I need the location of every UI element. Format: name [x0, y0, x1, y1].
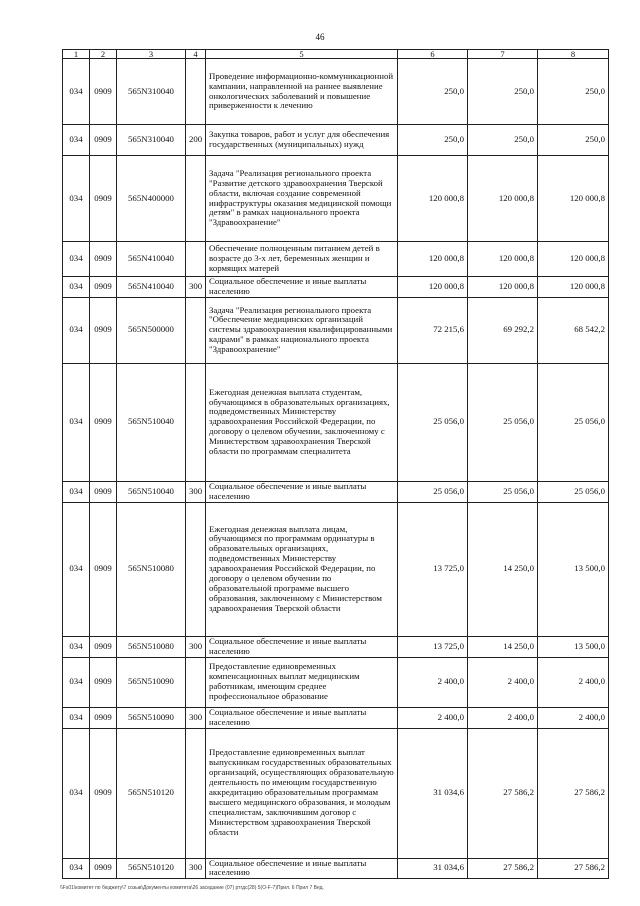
amount-year1-cell: 120 000,8 [398, 277, 468, 298]
target-article-cell: 565N510090 [117, 707, 186, 728]
table-row [63, 297, 609, 363]
amount-year2-cell: 14 250,0 [468, 502, 538, 636]
amount-year3-cell: 120 000,8 [538, 242, 609, 277]
amount-year2-cell: 120 000,8 [468, 156, 538, 242]
amount-year2-cell: 250,0 [468, 59, 538, 125]
amount-year1-cell: 2 400,0 [398, 657, 468, 707]
grantor-code-cell: 034 [63, 242, 90, 277]
budget-table [62, 49, 609, 879]
page-number: 46 [315, 32, 325, 42]
description-cell: Ежегодная денежная выплата лицам, обучающимся по программам ординатуры в образовательных организациях, подведомственных Министерству здравоохранения Российской Федерации, по договору о целевом обучении по образовательной программе высшего образования, заключенному с Министерством здравоохранения Тверской области [206, 502, 398, 636]
target-article-cell: 565N410040 [117, 242, 186, 277]
amount-year1-cell: 72 215,6 [398, 297, 468, 363]
section-code-cell: 0909 [90, 363, 117, 481]
expense-type-cell [186, 156, 206, 242]
table-row [63, 728, 609, 858]
col-header: 1 [63, 50, 90, 59]
amount-year3-cell: 13 500,0 [538, 502, 609, 636]
target-article-cell: 565N410040 [117, 277, 186, 298]
description-cell: Социальное обеспечение и иные выплаты населению [206, 707, 398, 728]
amount-year3-cell: 2 400,0 [538, 657, 609, 707]
amount-year1-cell: 13 725,0 [398, 502, 468, 636]
amount-year2-cell: 2 400,0 [468, 657, 538, 707]
description-cell: Предоставление единовременных компенсационных выплат медицинским работникам, имеющим среднее профессиональное образование [206, 657, 398, 707]
target-article-cell: 565N310040 [117, 125, 186, 156]
section-code-cell: 0909 [90, 657, 117, 707]
amount-year1-cell: 25 056,0 [398, 363, 468, 481]
grantor-code-cell: 034 [63, 657, 90, 707]
header-row [63, 50, 609, 59]
amount-year2-cell: 120 000,8 [468, 242, 538, 277]
expense-type-cell [186, 242, 206, 277]
expense-type-cell: 200 [186, 125, 206, 156]
description-cell: Социальное обеспечение и иные выплаты населению [206, 277, 398, 298]
expense-type-cell: 300 [186, 707, 206, 728]
amount-year1-cell: 13 725,0 [398, 636, 468, 657]
grantor-code-cell: 034 [63, 858, 90, 879]
section-code-cell: 0909 [90, 242, 117, 277]
table-row [63, 657, 609, 707]
amount-year3-cell: 120 000,8 [538, 156, 609, 242]
amount-year1-cell: 250,0 [398, 59, 468, 125]
amount-year3-cell: 27 586,2 [538, 728, 609, 858]
table-row [63, 277, 609, 298]
amount-year3-cell: 25 056,0 [538, 481, 609, 502]
amount-year1-cell: 250,0 [398, 125, 468, 156]
target-article-cell: 565N510120 [117, 728, 186, 858]
target-article-cell: 565N510080 [117, 502, 186, 636]
amount-year1-cell: 25 056,0 [398, 481, 468, 502]
grantor-code-cell: 034 [63, 707, 90, 728]
description-cell: Обеспечение полноценным питанием детей в возрасте до 3-х лет, беременных женщин и кормящих матерей [206, 242, 398, 277]
col-header: 8 [538, 50, 609, 59]
grantor-code-cell: 034 [63, 125, 90, 156]
target-article-cell: 565N500000 [117, 297, 186, 363]
expense-type-cell [186, 728, 206, 858]
target-article-cell: 565N310040 [117, 59, 186, 125]
description-cell: Задача "Реализация регионального проекта "Развитие детского здравоохранения Тверской области, включая создание современной инфраструктуры оказания медицинской помощи детям" в рамках национального проекта "Здравоохранение" [206, 156, 398, 242]
table-row [63, 502, 609, 636]
amount-year3-cell: 250,0 [538, 59, 609, 125]
table-row [63, 707, 609, 728]
target-article-cell: 565N510080 [117, 636, 186, 657]
table-row [63, 156, 609, 242]
amount-year2-cell: 25 056,0 [468, 481, 538, 502]
amount-year1-cell: 31 034,6 [398, 858, 468, 879]
grantor-code-cell: 034 [63, 363, 90, 481]
target-article-cell: 565N400000 [117, 156, 186, 242]
table-row [63, 636, 609, 657]
description-cell: Проведение информационно-коммуникационной кампании, направленной на раннее выявление онкологических заболеваний и повышение приверженности к лечению [206, 59, 398, 125]
table-row [63, 59, 609, 125]
description-cell: Социальное обеспечение и иные выплаты населению [206, 858, 398, 879]
expense-type-cell [186, 502, 206, 636]
section-code-cell: 0909 [90, 858, 117, 879]
expense-type-cell: 300 [186, 636, 206, 657]
grantor-code-cell: 034 [63, 502, 90, 636]
description-cell: Социальное обеспечение и иные выплаты населению [206, 481, 398, 502]
col-header: 7 [468, 50, 538, 59]
expense-type-cell [186, 363, 206, 481]
amount-year1-cell: 120 000,8 [398, 242, 468, 277]
grantor-code-cell: 034 [63, 59, 90, 125]
target-article-cell: 565N510040 [117, 481, 186, 502]
section-code-cell: 0909 [90, 502, 117, 636]
grantor-code-cell: 034 [63, 156, 90, 242]
amount-year3-cell: 27 586,2 [538, 858, 609, 879]
table-row [63, 858, 609, 879]
amount-year2-cell: 27 586,2 [468, 858, 538, 879]
description-cell: Задача "Реализация регионального проекта "Обеспечение медицинских организаций системы здравоохранения квалифицированными кадрами" в рамках национального проекта "Здравоохранение" [206, 297, 398, 363]
amount-year2-cell: 120 000,8 [468, 277, 538, 298]
col-header: 3 [117, 50, 186, 59]
table-row [63, 363, 609, 481]
amount-year2-cell: 27 586,2 [468, 728, 538, 858]
table-row [63, 481, 609, 502]
amount-year2-cell: 14 250,0 [468, 636, 538, 657]
expense-type-cell: 300 [186, 481, 206, 502]
grantor-code-cell: 034 [63, 728, 90, 858]
section-code-cell: 0909 [90, 59, 117, 125]
section-code-cell: 0909 [90, 728, 117, 858]
amount-year3-cell: 120 000,8 [538, 277, 609, 298]
table-row [63, 125, 609, 156]
target-article-cell: 565N510120 [117, 858, 186, 879]
amount-year3-cell: 250,0 [538, 125, 609, 156]
amount-year2-cell: 2 400,0 [468, 707, 538, 728]
amount-year1-cell: 120 000,8 [398, 156, 468, 242]
col-header: 4 [186, 50, 206, 59]
amount-year2-cell: 250,0 [468, 125, 538, 156]
grantor-code-cell: 034 [63, 636, 90, 657]
section-code-cell: 0909 [90, 277, 117, 298]
section-code-cell: 0909 [90, 125, 117, 156]
description-cell: Предоставление единовременных выплат выпускникам государственных образовательных организаций, осуществляющих образовательную деятельность по имеющим государственную аккредитацию образовательным программам высшего медицинского образования, и молодым специалистам, заключившим договор с Министерством здравоохранения Тверской области [206, 728, 398, 858]
grantor-code-cell: 034 [63, 297, 90, 363]
col-header: 6 [398, 50, 468, 59]
section-code-cell: 0909 [90, 707, 117, 728]
amount-year1-cell: 31 034,6 [398, 728, 468, 858]
table-row [63, 242, 609, 277]
amount-year2-cell: 25 056,0 [468, 363, 538, 481]
amount-year3-cell: 68 542,2 [538, 297, 609, 363]
description-cell: Социальное обеспечение и иные выплаты населению [206, 636, 398, 657]
section-code-cell: 0909 [90, 636, 117, 657]
grantor-code-cell: 034 [63, 277, 90, 298]
col-header: 2 [90, 50, 117, 59]
grantor-code-cell: 034 [63, 481, 90, 502]
expense-type-cell [186, 657, 206, 707]
description-cell: Закупка товаров, работ и услуг для обеспечения государственных (муниципальных) нужд [206, 125, 398, 156]
section-code-cell: 0909 [90, 297, 117, 363]
amount-year1-cell: 2 400,0 [398, 707, 468, 728]
expense-type-cell: 300 [186, 277, 206, 298]
expense-type-cell [186, 59, 206, 125]
file-path-footer: \\Fs01\комитет по бюджету\7 созыв\Документы комитета\26 заседание (07) ртгдс(28) 5(О-F-7)Прил. 6 Прил 7 Вед. [60, 885, 324, 891]
target-article-cell: 565N510040 [117, 363, 186, 481]
amount-year2-cell: 69 292,2 [468, 297, 538, 363]
amount-year3-cell: 25 056,0 [538, 363, 609, 481]
description-cell: Ежегодная денежная выплата студентам, обучающимся в образовательных организациях, подведомственных Министерству здравоохранения Российской Федерации, по договору о целевом обучении, заключенному с Министерством здравоохранения Тверской области по программам специалитета [206, 363, 398, 481]
expense-type-cell: 300 [186, 858, 206, 879]
col-header: 5 [206, 50, 398, 59]
expense-type-cell [186, 297, 206, 363]
amount-year3-cell: 2 400,0 [538, 707, 609, 728]
target-article-cell: 565N510090 [117, 657, 186, 707]
section-code-cell: 0909 [90, 481, 117, 502]
section-code-cell: 0909 [90, 156, 117, 242]
amount-year3-cell: 13 500,0 [538, 636, 609, 657]
